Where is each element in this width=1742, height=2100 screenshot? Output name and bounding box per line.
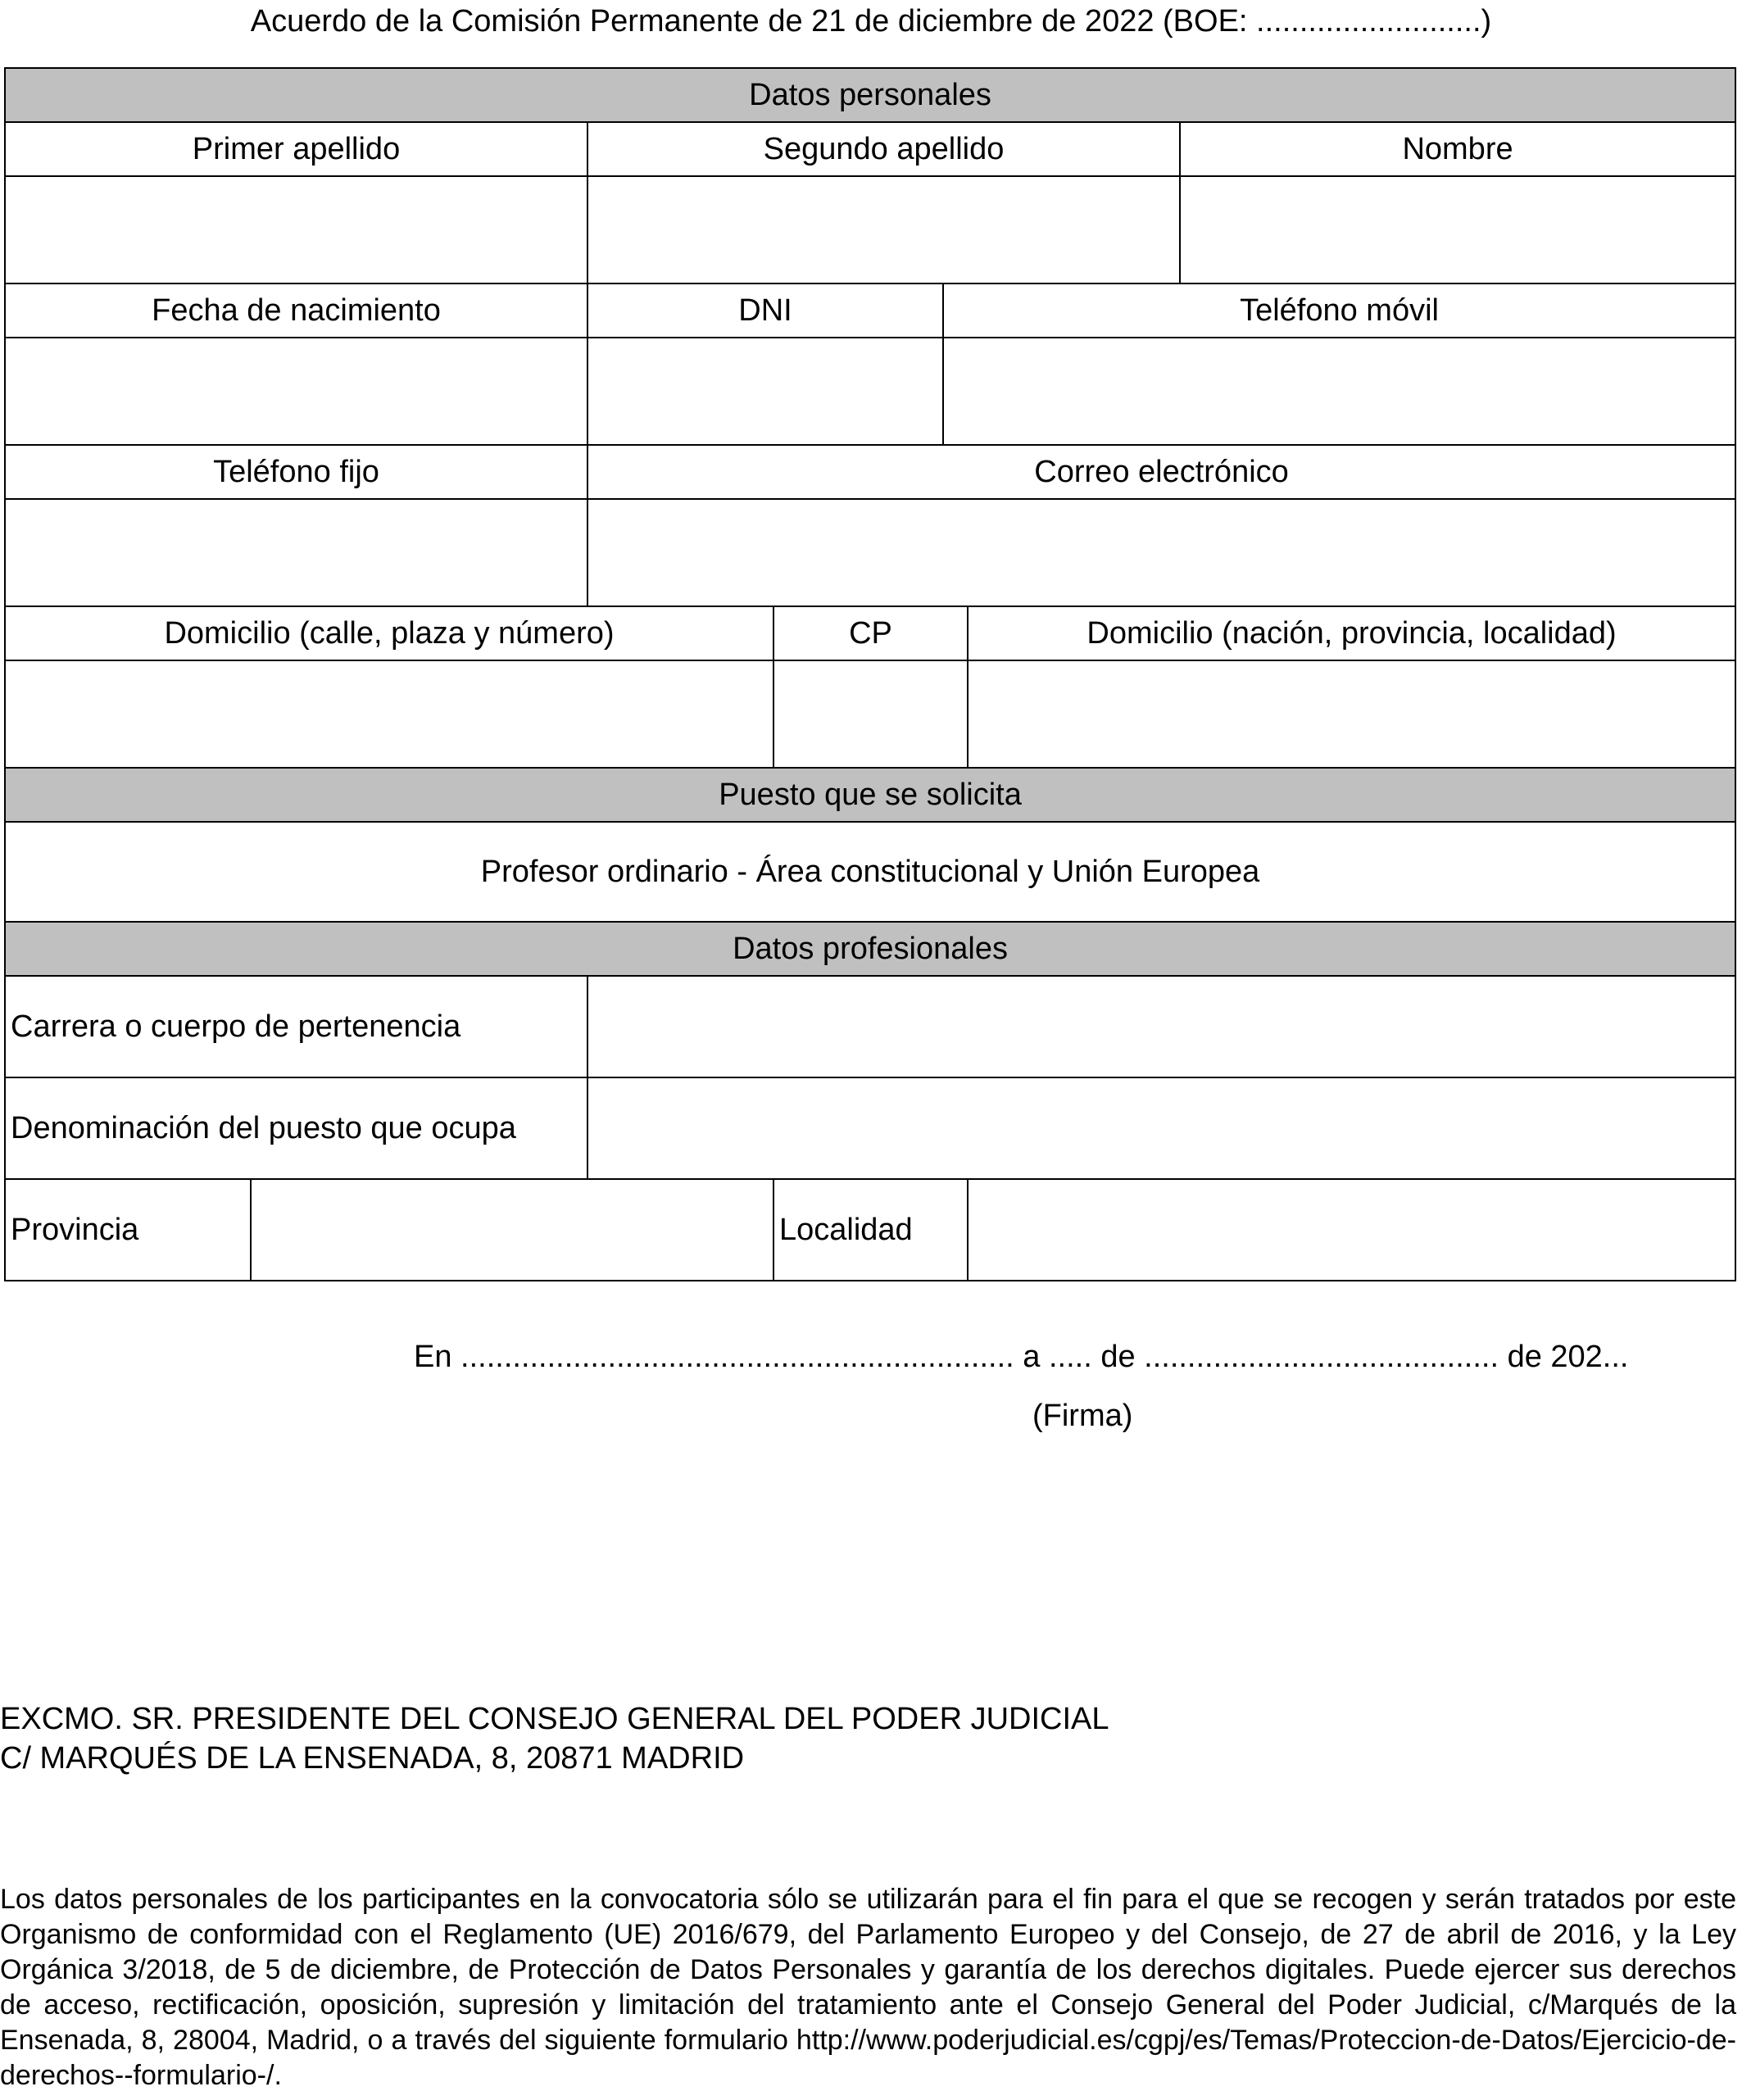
- field-domicilio-calle[interactable]: [5, 660, 773, 768]
- section-datos-personales: Datos personales: [5, 68, 1735, 122]
- label-cp: CP: [773, 606, 968, 660]
- signature-date-line: En ................................................................ a ..... de ......................................... de 202...: [414, 1340, 1629, 1374]
- field-dni[interactable]: [587, 338, 943, 445]
- application-form-table: [4, 67, 1736, 1281]
- label-telefono-movil: Teléfono móvil: [943, 283, 1735, 338]
- label-denominacion-puesto: Denominación del puesto que ocupa: [5, 1077, 587, 1179]
- field-domicilio-nacion[interactable]: [968, 660, 1735, 768]
- puesto-value: Profesor ordinario - Área constitucional y Unión Europea: [5, 822, 1735, 922]
- label-fecha-nacimiento: Fecha de nacimiento: [5, 283, 587, 338]
- addressee-line-2: C/ MARQUÉS DE LA ENSENADA, 8, 20871 MADRID: [0, 1741, 745, 1776]
- privacy-notice: Los datos personales de los participantes en la convocatoria sólo se utilizarán para el fin para el que se recogen y serán tratados por este Organismo de conformidad con el Reglamento (UE) 2016/679, del Parlamento Europeo y del Consejo, de 27 de abril de 2016, y la Ley Orgánica 3/2018, de 5 de diciembre, de Protección de Datos Personales y garantía de los derechos digitales. Puede ejercer sus derechos de acceso, rectificación, oposición, supresión y limitación del tratamiento ante el Consejo General del Poder Judicial, c/Marqués de la Ensenada, 8, 28004, Madrid, o a través del siguiente formulario http://www.poderjudicial.es/cgpj/es/Temas/Proteccion-de-Datos/Ejercicio-de-derechos--formulario-/.: [0, 1884, 1736, 2091]
- signature-label: (Firma): [1032, 1399, 1133, 1433]
- label-domicilio-calle: Domicilio (calle, plaza y número): [5, 606, 773, 660]
- field-provincia[interactable]: [251, 1179, 773, 1281]
- field-fecha-nacimiento[interactable]: [5, 338, 587, 445]
- label-carrera-cuerpo: Carrera o cuerpo de pertenencia: [5, 976, 587, 1077]
- field-denominacion-puesto[interactable]: [587, 1077, 1735, 1179]
- addressee-block: [0, 1699, 1109, 1778]
- label-segundo-apellido: Segundo apellido: [587, 122, 1180, 176]
- label-nombre: Nombre: [1180, 122, 1735, 176]
- field-segundo-apellido[interactable]: [587, 176, 1180, 283]
- field-telefono-fijo[interactable]: [5, 499, 587, 606]
- label-telefono-fijo: Teléfono fijo: [5, 445, 587, 499]
- label-dni: DNI: [587, 283, 943, 338]
- field-carrera-cuerpo[interactable]: [587, 976, 1735, 1077]
- section-puesto-solicita: Puesto que se solicita: [5, 768, 1735, 822]
- header-title: Acuerdo de la Comisión Permanente de 21 de diciembre de 2022 (BOE: ..........................): [250, 4, 1492, 39]
- field-nombre[interactable]: [1180, 176, 1735, 283]
- label-domicilio-nacion: Domicilio (nación, provincia, localidad): [968, 606, 1735, 660]
- label-primer-apellido: Primer apellido: [5, 122, 587, 176]
- field-primer-apellido[interactable]: [5, 176, 587, 283]
- field-cp[interactable]: [773, 660, 968, 768]
- field-telefono-movil[interactable]: [943, 338, 1735, 445]
- field-correo-electronico[interactable]: [587, 499, 1735, 606]
- field-localidad[interactable]: [968, 1179, 1735, 1281]
- label-localidad: Localidad: [773, 1179, 968, 1281]
- label-correo-electronico: Correo electrónico: [587, 445, 1735, 499]
- section-datos-profesionales: Datos profesionales: [5, 922, 1735, 976]
- label-provincia: Provincia: [5, 1179, 251, 1281]
- addressee-line-1: EXCMO. SR. PRESIDENTE DEL CONSEJO GENERAL DEL PODER JUDICIAL: [0, 1702, 1109, 1736]
